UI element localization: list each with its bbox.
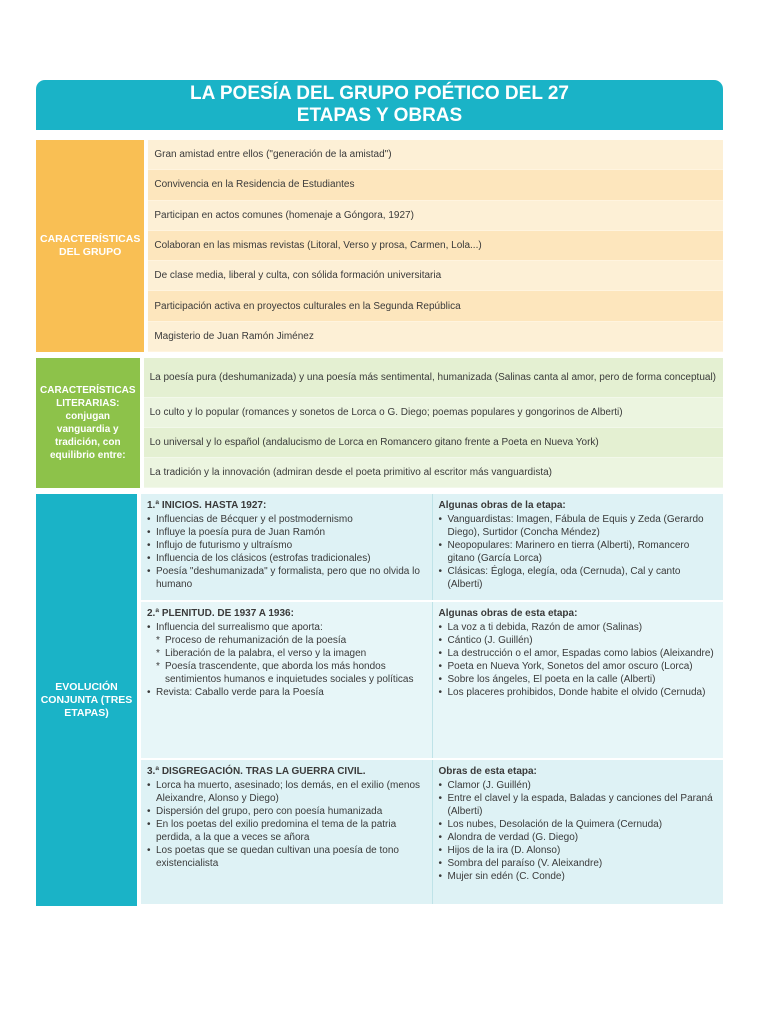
row-item: De clase media, liberal y culta, con sólida formación universitaria	[148, 261, 723, 291]
row-item: Gran amistad entre ellos ("generación de la amistad")	[148, 140, 723, 170]
list-item: • En los poetas del exilio predomina el tema de la patria perdida, a la que a veces se añora	[147, 818, 426, 844]
page-title	[36, 80, 723, 130]
row-item: Participan en actos comunes (homenaje a Góngora, 1927)	[148, 201, 723, 231]
stages	[141, 494, 723, 906]
row-item: Participación activa en proyectos culturales en la Segunda República	[148, 291, 723, 321]
list-subitem: * Liberación de la palabra, el verso y la imagen	[147, 647, 426, 660]
stage-works	[432, 494, 724, 600]
row-item: La poesía pura (deshumanizada) y una poesía más sentimental, humanizada (Salinas canta al amor, pero de forma conceptual)	[144, 358, 723, 398]
list-item: • Influencia del surrealismo que aporta:	[147, 621, 426, 634]
section-literary-characteristics	[36, 358, 723, 488]
stage-2	[141, 602, 723, 760]
stage-description	[141, 494, 432, 600]
list-item: • Clamor (J. Guillén)	[439, 779, 718, 792]
section-evolution	[36, 494, 723, 906]
stage-3	[141, 760, 723, 906]
list-item: • Vanguardistas: Imagen, Fábula de Equis y Zeda (Gerardo Diego), Surtidor (Concha Méndez)	[439, 513, 718, 539]
list-item: • Cántico (J. Guillén)	[439, 634, 718, 647]
list-item: • Sobre los ángeles, El poeta en la calle (Alberti)	[439, 673, 718, 686]
list-subitem: * Poesía trascendente, que aborda los más hondos sentimientos humanos e inquietudes sociales y políticas	[147, 660, 426, 686]
works-list	[439, 621, 718, 699]
stage-description	[141, 760, 432, 904]
stage-title: 2.ª PLENITUD. DE 1937 A 1936:	[147, 608, 294, 620]
list-item: • Poeta en Nueva York, Sonetos del amor oscuro (Lorca)	[439, 660, 718, 673]
list-item: • Revista: Caballo verde para la Poesía	[147, 686, 426, 699]
works-list	[439, 779, 718, 883]
row-item: Colaboran en las mismas revistas (Litoral, Verso y prosa, Carmen, Lola...)	[148, 231, 723, 261]
section-rows	[148, 140, 723, 352]
stage-works	[432, 602, 724, 758]
list-item: • Influencias de Bécquer y el postmodernismo	[147, 513, 426, 526]
row-item: Lo universal y lo español (andalucismo de Lorca en Romancero gitano frente a Poeta en Nueva York)	[144, 428, 723, 458]
list-item: • Los placeres prohibidos, Donde habite el olvido (Cernuda)	[439, 686, 718, 699]
list-item: • Mujer sin edén (C. Conde)	[439, 870, 718, 883]
list-subitem: * Proceso de rehumanización de la poesía	[147, 634, 426, 647]
list-item: • Hijos de la ira (D. Alonso)	[439, 844, 718, 857]
stage-title: 1.ª INICIOS. HASTA 1927:	[147, 500, 267, 512]
row-item: Convivencia en la Residencia de Estudiantes	[148, 170, 723, 200]
title-line-2: ETAPAS Y OBRAS	[296, 105, 463, 126]
section-rows	[144, 358, 723, 488]
list-item: • Sombra del paraíso (V. Aleixandre)	[439, 857, 718, 870]
list-item: • Los nubes, Desolación de la Quimera (Cernuda)	[439, 818, 718, 831]
works-title: Algunas obras de la etapa:	[438, 500, 566, 512]
list-item: • Dispersión del grupo, pero con poesía humanizada	[147, 805, 426, 818]
row-item: Magisterio de Juan Ramón Jiménez	[148, 322, 723, 352]
section-label: CARACTERÍSTICAS DEL GRUPO	[36, 140, 144, 352]
stage-description	[141, 602, 432, 758]
list-item: • Influjo de futurismo y ultraísmo	[147, 539, 426, 552]
section-group-characteristics	[36, 140, 723, 352]
list-item: • La destrucción o el amor, Espadas como labios (Aleixandre)	[439, 647, 718, 660]
works-list	[439, 513, 718, 591]
feature-list	[147, 621, 426, 699]
list-item: • Clásicas: Égloga, elegía, oda (Cernuda), Cal y canto (Alberti)	[439, 565, 718, 591]
section-label: CARACTERÍSTICAS LITERARIAS: conjugan vanguardia y tradición, con equilibrio entre:	[36, 358, 140, 488]
works-title: Obras de esta etapa:	[438, 766, 537, 778]
stage-title: 3.ª DISGREGACIÓN. TRAS LA GUERRA CIVIL.	[147, 766, 366, 778]
list-item: • Los poetas que se quedan cultivan una poesía de tono existencialista	[147, 844, 426, 870]
row-item: Lo culto y lo popular (romances y sonetos de Lorca o G. Diego; poemas populares y gongorinos de Alberti)	[144, 398, 723, 428]
list-item: • Influencia de los clásicos (estrofas tradicionales)	[147, 552, 426, 565]
row-item: La tradición y la innovación (admiran desde el poeta primitivo al escritor más vanguardista)	[144, 458, 723, 488]
feature-list	[147, 779, 426, 870]
infographic	[36, 80, 723, 912]
title-line-1: LA POESÍA DEL GRUPO POÉTICO DEL 27	[189, 83, 570, 104]
list-item: • Poesía "deshumanizada" y formalista, pero que no olvida lo humano	[147, 565, 426, 591]
stage-1	[141, 494, 723, 602]
list-item: • Influye la poesía pura de Juan Ramón	[147, 526, 426, 539]
list-item: • Entre el clavel y la espada, Baladas y canciones del Paraná (Alberti)	[439, 792, 718, 818]
feature-list	[147, 513, 426, 591]
list-item: • Lorca ha muerto, asesinado; los demás, en el exilio (menos Aleixandre, Alonso y Diego)	[147, 779, 426, 805]
list-item: • La voz a ti debida, Razón de amor (Salinas)	[439, 621, 718, 634]
section-label: EVOLUCIÓN CONJUNTA (TRES ETAPAS)	[36, 494, 137, 906]
list-item: • Alondra de verdad (G. Diego)	[439, 831, 718, 844]
works-title: Algunas obras de esta etapa:	[438, 608, 578, 620]
stage-works	[432, 760, 724, 904]
list-item: • Neopopulares: Marinero en tierra (Alberti), Romancero gitano (García Lorca)	[439, 539, 718, 565]
